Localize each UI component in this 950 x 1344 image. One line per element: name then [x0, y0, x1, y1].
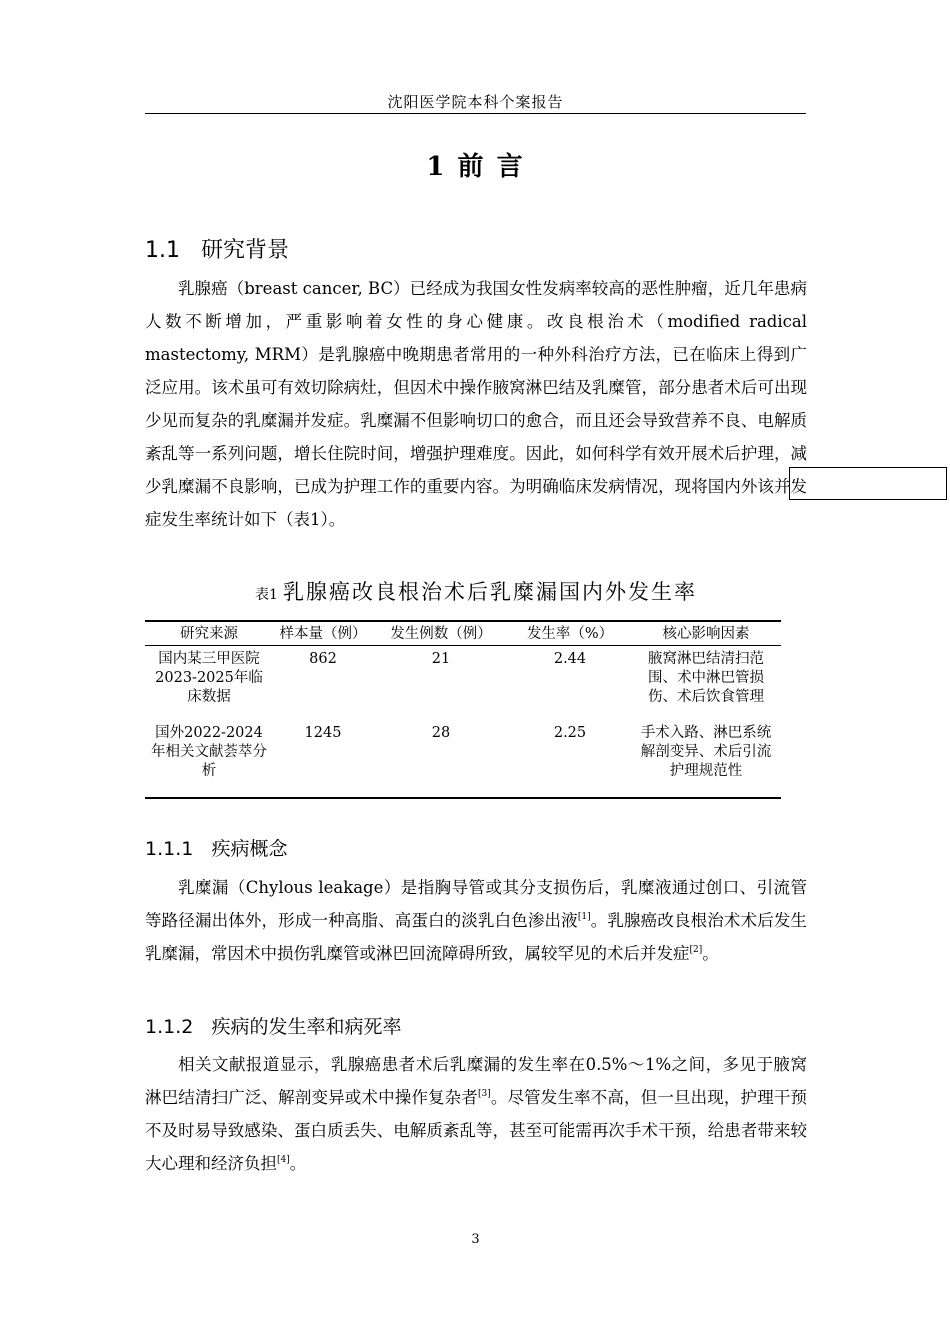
- header-case-count: 发生例数（例）: [373, 621, 509, 646]
- incidence-text-2: 。尽管发生率不高，但一旦出现，护理干预不及时易导致感染、蛋白质丢失、电解质紊乱等，甚至可能需再次手术干预，给患者带来较大心理和经济负担: [145, 1088, 808, 1173]
- cell-source: 国外2022-2024年相关文献荟萃分析: [145, 720, 273, 798]
- header-key-factors: 核心影响因素: [631, 621, 781, 646]
- background-paragraph: [145, 272, 807, 536]
- chapter-title: 1 前 言: [426, 152, 525, 182]
- citation-4: [4]: [277, 1155, 290, 1165]
- cell-key-factors: 腋窝淋巴结清扫范围、术中淋巴管损伤、术后饮食管理: [648, 651, 764, 705]
- citation-3: [3]: [477, 1089, 491, 1099]
- section-heading-1-1: 1.1 研究背景: [145, 238, 289, 263]
- concept-paragraph: [145, 871, 807, 970]
- cell-case-count: 21: [431, 651, 451, 667]
- cell-key-factors: 手术入路、淋巴系统解剖变异、术后引流护理规范性: [631, 720, 781, 798]
- cell-incidence-rate: 2.44: [553, 651, 587, 667]
- incidence-text-3: 。: [289, 1154, 307, 1173]
- table-row: [145, 720, 781, 798]
- citation-1: [1]: [577, 912, 591, 922]
- cell-sample-size: 862: [309, 651, 337, 667]
- incidence-paragraph: [145, 1048, 807, 1180]
- header-incidence-rate: 发生率（%）: [509, 621, 631, 646]
- section-heading-1-1-1: 1.1.1 疾病概念: [145, 838, 288, 860]
- header-sample-size: 样本量（例）: [273, 621, 373, 646]
- header-source: 研究来源: [145, 621, 273, 646]
- cell-case-count: 28: [373, 720, 509, 798]
- margin-comment-box: [789, 467, 947, 500]
- table-caption: [145, 576, 807, 606]
- table-caption-text: 乳腺癌改良根治术后乳糜漏国内外发生率: [283, 580, 697, 604]
- background-paragraph-text: 乳腺癌（breast cancer, BC）已经成为我国女性发病率较高的恶性肿瘤，近几年患病人数不断增加，严重影响着女性的身心健康。改良根治术（modified radical mastectomy, MRM）是乳腺癌中晚期患者常用的一种外科治疗方法，已在临床上得到广泛应用。该术虽可有效切除病灶，但因术中操作腋窝淋巴结及乳糜管，部分患者术后可出现少见而复杂的乳糜漏并发症。乳糜漏不但影响切口的愈合，而且还会导致营养不良、电解质紊乱等一系列问题，增长住院时间，增强护理难度。因此，如何科学有效开展术后护理，减少乳糜漏不良影响，已成为护理工作的重要内容。为明确临床发病情况，现将国内外该并发症发生率统计如下（表1）。: [145, 279, 807, 529]
- citation-2: [2]: [689, 945, 703, 955]
- table-row: [145, 646, 781, 721]
- cell-sample-size: 1245: [273, 720, 373, 798]
- page-number: 3: [471, 1232, 480, 1247]
- concept-text-2: 。乳腺癌改良根治术术后发生乳糜漏，常因术中损伤乳糜管或淋巴回流障碍所致，属较罕见的术后并发症: [145, 911, 808, 963]
- concept-text-3: 。: [702, 944, 719, 963]
- table-caption-number: 表1: [254, 587, 278, 603]
- section-heading-1-1-2: 1.1.2 疾病的发生率和病死率: [145, 1016, 402, 1038]
- cell-source: 国内某三甲医院2023-2025年临床数据: [155, 651, 263, 705]
- running-header: 沈阳医学院本科个案报告: [387, 93, 564, 111]
- incidence-table: [145, 620, 781, 799]
- concept-text-1: 乳糜漏（Chylous leakage）是指胸导管或其分支损伤后，乳糜液通过创口、引流管等路径漏出体外，形成一种高脂、高蛋白的淡乳白色渗出液: [145, 878, 807, 930]
- header-rule: [145, 113, 806, 114]
- table-header-row: [145, 621, 781, 646]
- cell-incidence-rate: 2.25: [509, 720, 631, 798]
- incidence-text-1: 相关文献报道显示，乳腺癌患者术后乳糜漏的发生率在0.5%～1%之间，多见于腋窝淋巴结清扫广泛、解剖变异或术中操作复杂者: [145, 1055, 807, 1107]
